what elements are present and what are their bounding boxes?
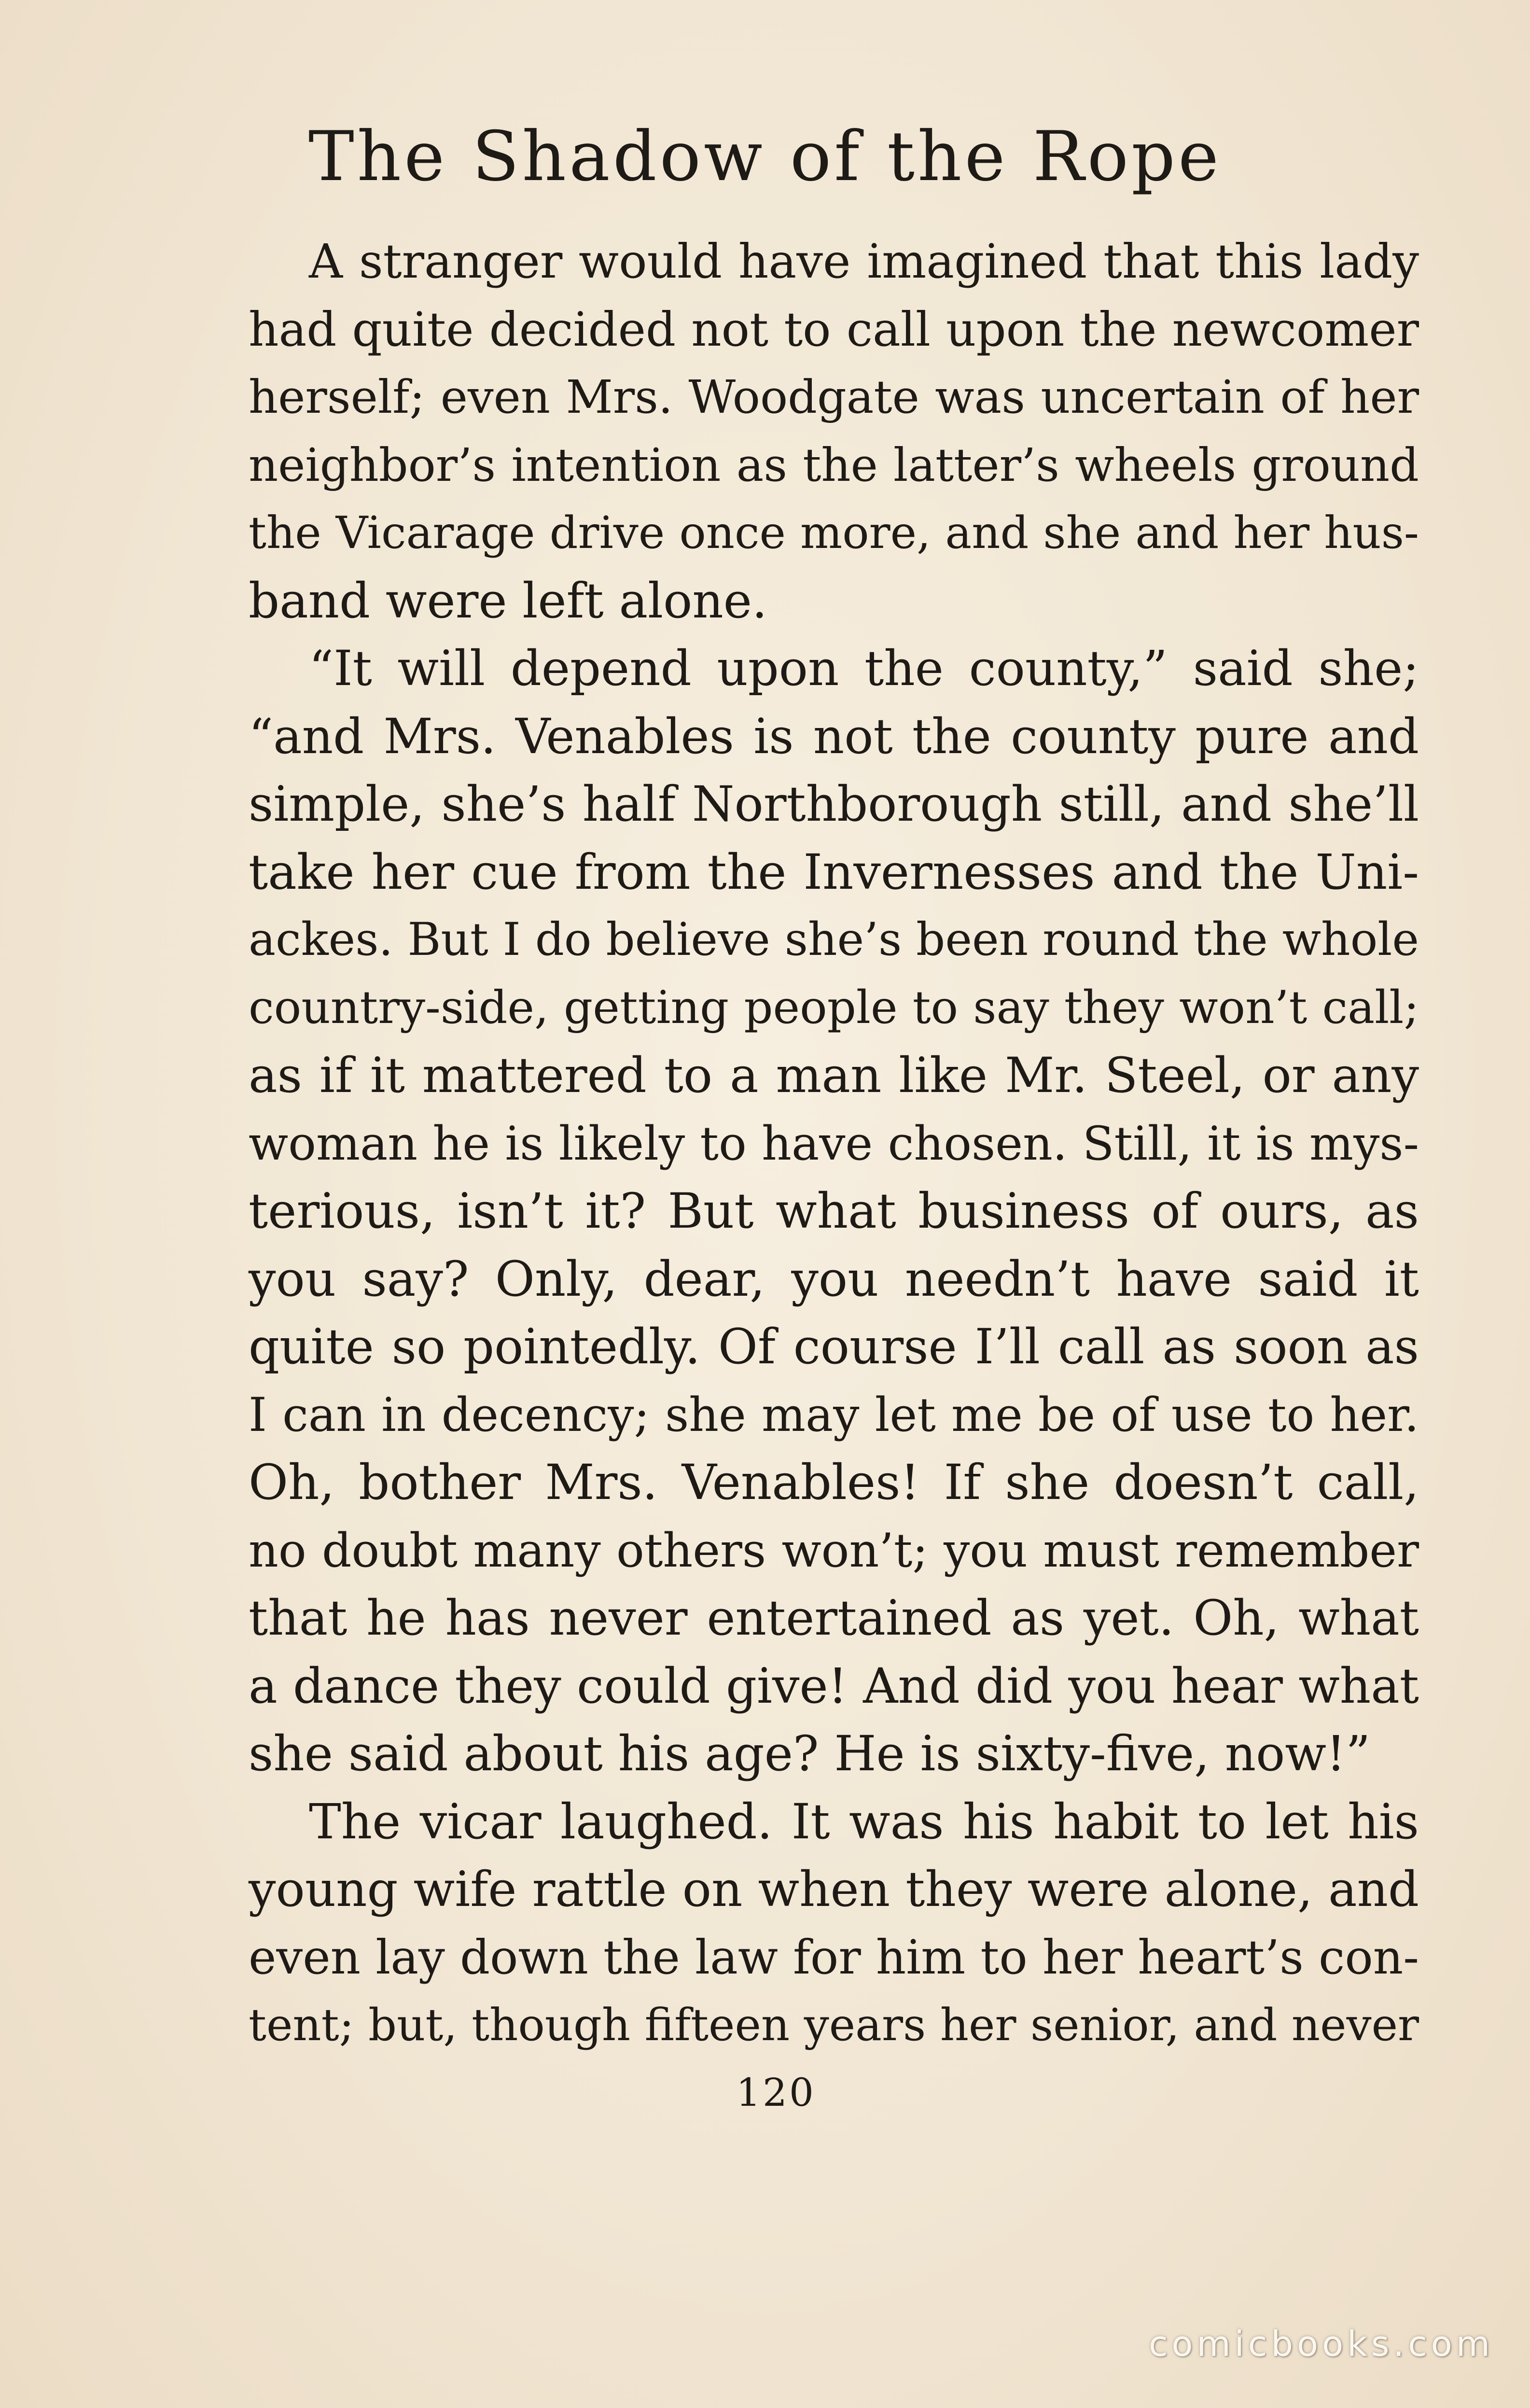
body-text xyxy=(249,228,1419,2059)
text-line: a dance they could give! And did you hear what xyxy=(249,1657,1419,1714)
text-line: had quite decided not to call upon the newcomer xyxy=(249,302,1419,357)
text-line: “It will depend upon the county,” said she; xyxy=(309,640,1419,697)
text-line: she said about his age? He is sixty-five, now!” xyxy=(249,1725,1371,1782)
text-line: neighbor’s intention as the latter’s wheels ground xyxy=(249,438,1419,492)
text-line: Oh, bother Mrs. Venables! If she doesn’t call, xyxy=(249,1454,1419,1511)
text-line: you say? Only, dear, you needn’t have said it xyxy=(249,1250,1419,1307)
text-line: that he has never entertained as yet. Oh, what xyxy=(249,1590,1419,1646)
text-line: tent; but, though fifteen years her senior, and never xyxy=(249,1999,1419,2051)
text-line: country-side, getting people to say they won’t call; xyxy=(249,981,1419,1034)
text-line: young wife rattle on when they were alone, and xyxy=(249,1861,1419,1918)
text-line: A stranger would have imagined that this lady xyxy=(309,234,1419,289)
text-line: ackes. But I do believe she’s been round the whole xyxy=(249,913,1419,966)
text-line: the Vicarage drive once more, and she and her hus- xyxy=(249,507,1419,559)
text-line: The vicar laughed. It was his habit to let his xyxy=(309,1793,1419,1850)
text-line: woman he is likely to have chosen. Still, it is mys- xyxy=(249,1116,1419,1171)
watermark: comicbooks.com xyxy=(1148,2324,1494,2364)
running-head: The Shadow of the Rope xyxy=(308,117,1222,196)
text-line: herself; even Mrs. Woodgate was uncertain of her xyxy=(249,371,1419,424)
text-line: no doubt many others won’t; you must remember xyxy=(249,1523,1419,1578)
text-line: quite so pointedly. Of course I’ll call as soon as xyxy=(249,1318,1419,1375)
text-line: band were left alone. xyxy=(249,572,767,629)
text-line: as if it mattered to a man like Mr. Steel, or any xyxy=(249,1047,1419,1104)
text-line: “and Mrs. Venables is not the county pure and xyxy=(249,708,1419,765)
text-line: simple, she’s half Northborough still, and she’ll xyxy=(249,776,1419,832)
page-number: 120 xyxy=(736,2070,816,2115)
text-line: take her cue from the Invernesses and the Uni- xyxy=(249,843,1419,900)
text-line: I can in decency; she may let me be of use to her. xyxy=(249,1387,1419,1442)
text-line: even lay down the law for him to her heart’s con- xyxy=(249,1930,1419,1985)
text-line: terious, isn’t it? But what business of ours, as xyxy=(249,1183,1419,1239)
